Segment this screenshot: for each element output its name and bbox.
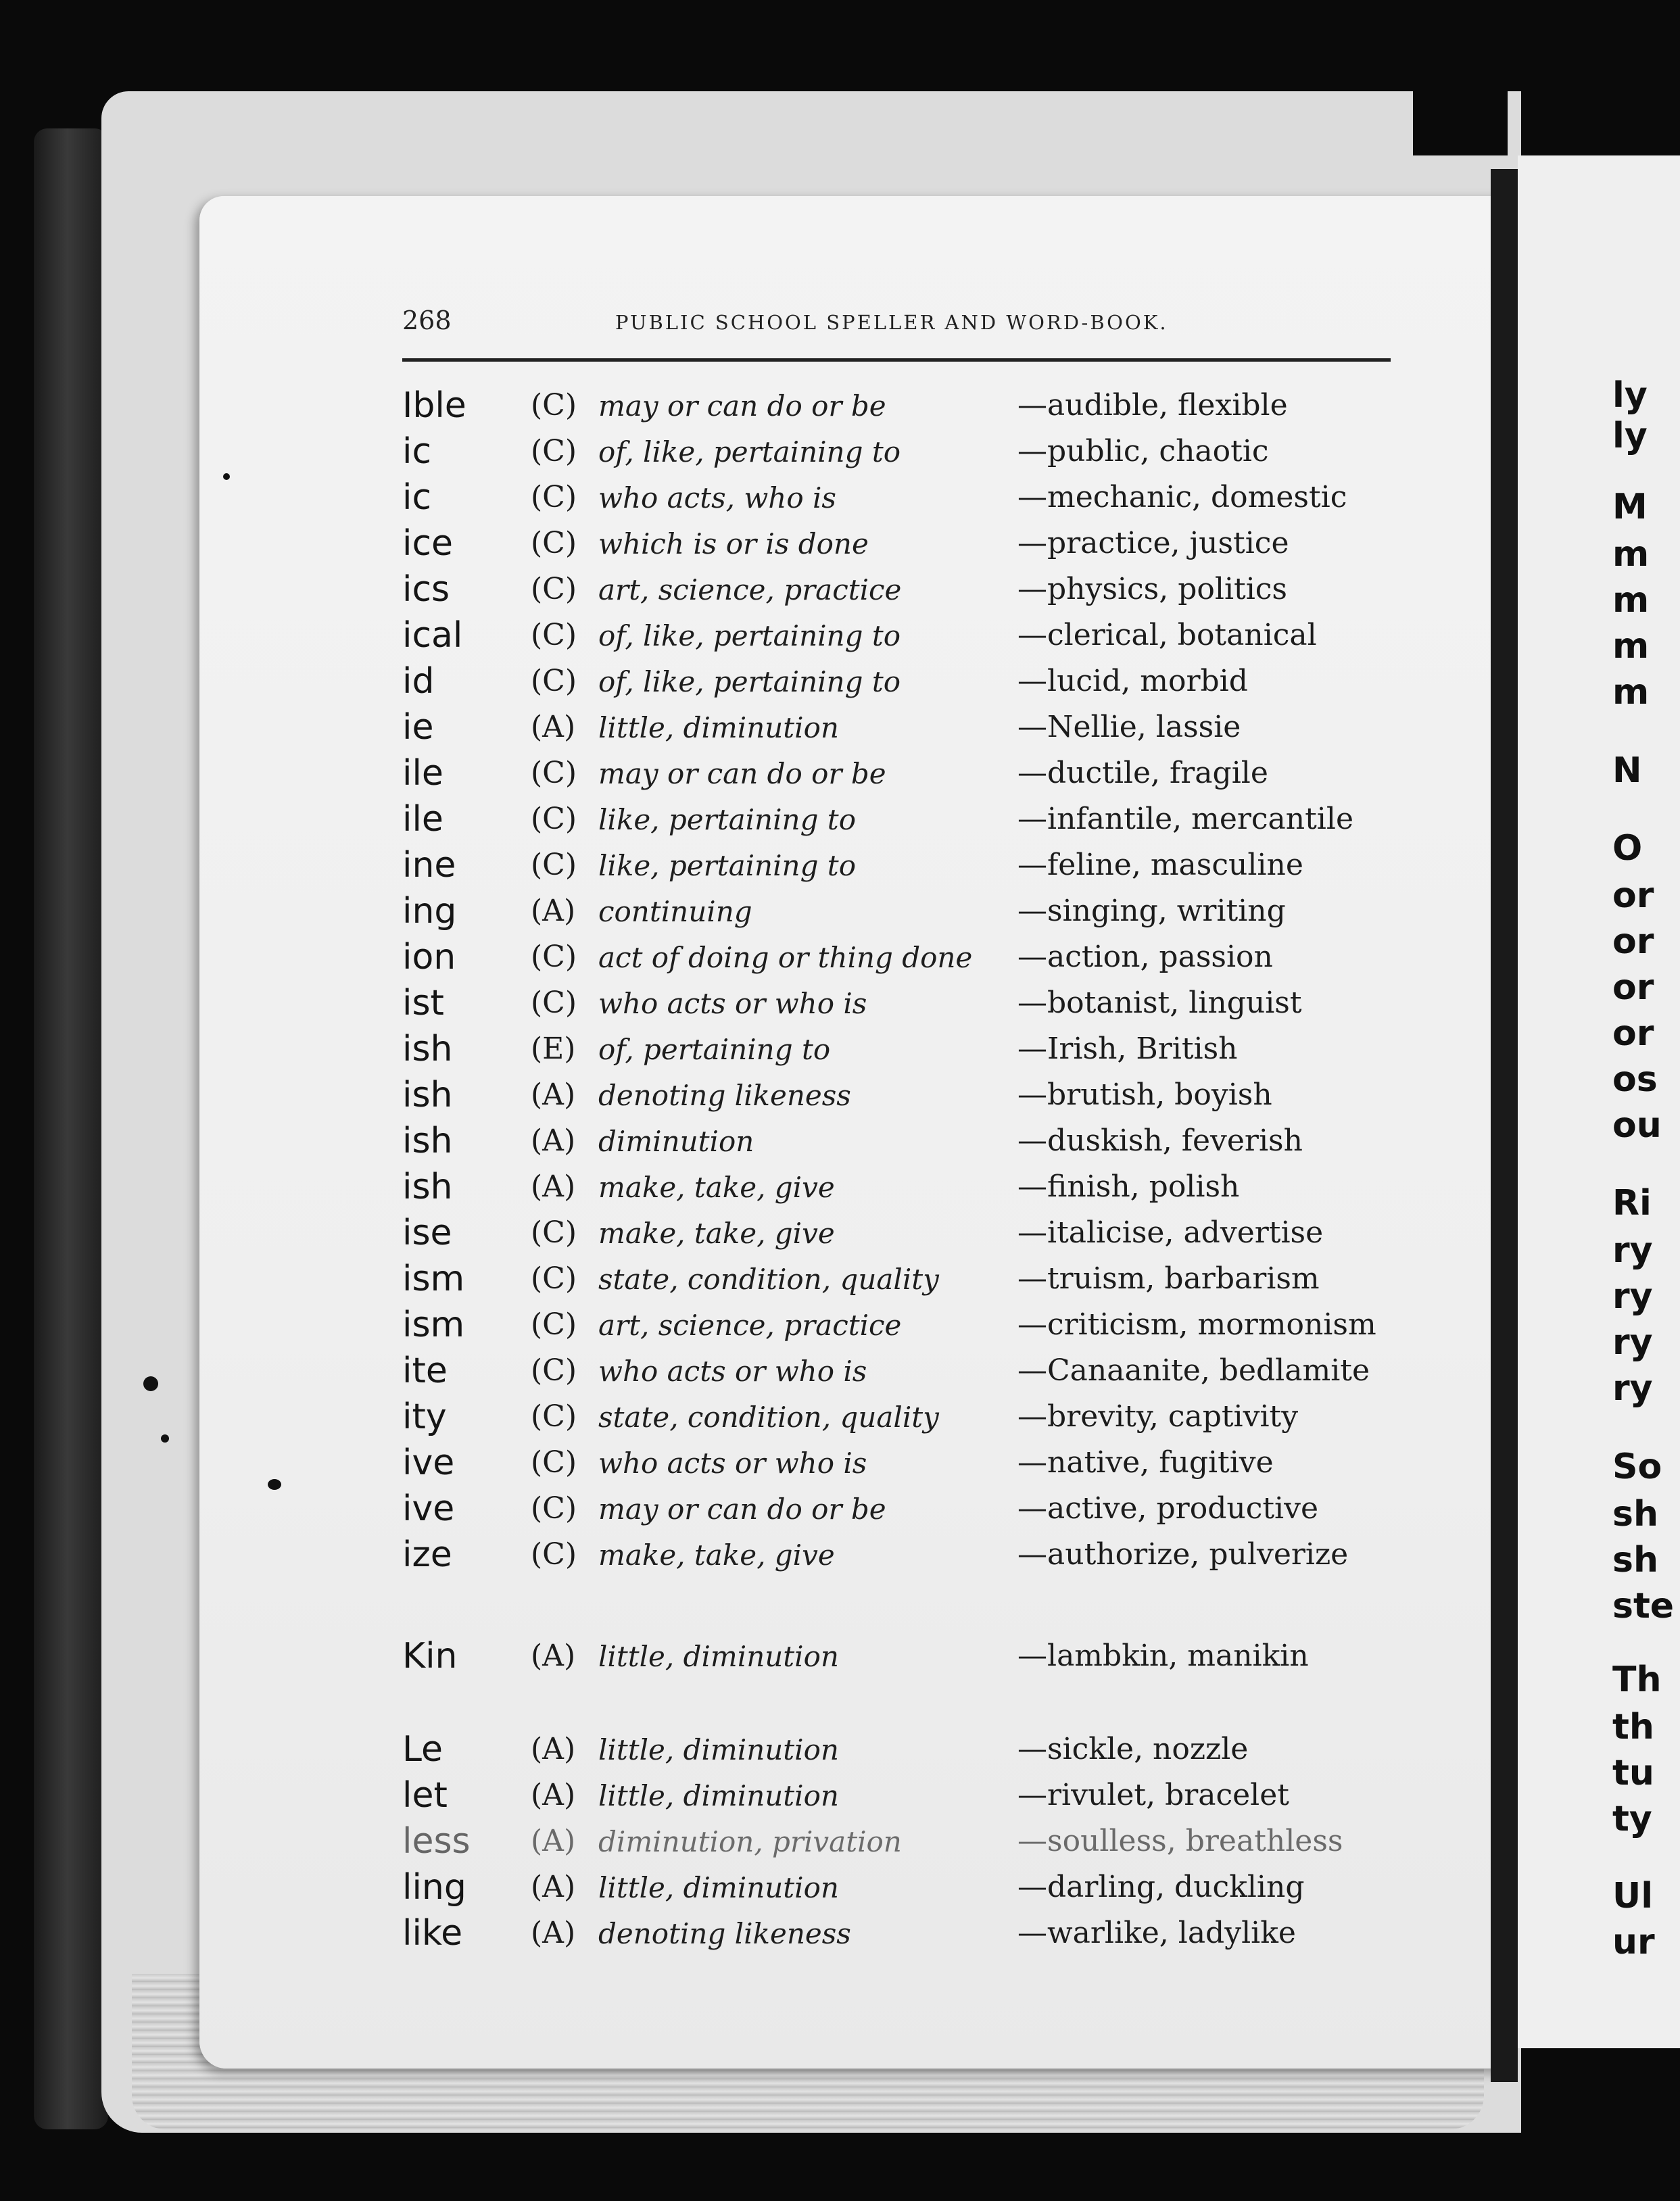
facing-page	[1518, 155, 1680, 2048]
suffix: ie	[402, 707, 434, 748]
suffix: ical	[402, 615, 463, 656]
examples: —physics, politics	[1017, 572, 1287, 606]
facing-page-text: ou	[1612, 1105, 1662, 1146]
entry-row	[402, 523, 1430, 566]
suffix: ing	[402, 891, 457, 932]
examples: —infantile, mercantile	[1017, 802, 1353, 836]
examples: —brutish, boyish	[1017, 1078, 1272, 1112]
entry-row	[402, 937, 1430, 980]
suffix: ion	[402, 937, 456, 977]
entry-row	[402, 891, 1430, 934]
examples: —warlike, ladylike	[1017, 1916, 1296, 1950]
entry-row	[402, 799, 1430, 842]
meaning: state, condition, quality	[598, 1263, 939, 1296]
examples: —lambkin, manikin	[1017, 1639, 1309, 1673]
origin-label: (C)	[531, 1307, 577, 1342]
suffix: Le	[402, 1729, 443, 1770]
entry-row	[402, 661, 1430, 704]
suffix: ism	[402, 1305, 465, 1345]
suffix: ish	[402, 1075, 453, 1115]
meaning: which is or is done	[598, 527, 869, 560]
meaning: of, pertaining to	[598, 1033, 831, 1066]
entry-row	[402, 1913, 1430, 1956]
meaning: little, diminution	[598, 1640, 839, 1673]
header-rule	[402, 358, 1391, 362]
meaning: who acts or who is	[598, 1447, 867, 1480]
examples: —authorize, pulverize	[1017, 1537, 1349, 1572]
entry-row	[402, 983, 1430, 1026]
meaning: act of doing or thing done	[598, 941, 973, 974]
facing-page-text: or	[1612, 875, 1654, 916]
origin-label: (E)	[531, 1032, 576, 1066]
suffix: ling	[402, 1867, 466, 1908]
examples: —public, chaotic	[1017, 434, 1269, 468]
suffix: ice	[402, 523, 454, 564]
suffix: ile	[402, 799, 443, 840]
examples: —active, productive	[1017, 1491, 1318, 1526]
meaning: make, take, give	[598, 1539, 835, 1572]
meaning: of, like, pertaining to	[598, 619, 901, 652]
facing-page-text: ly	[1612, 416, 1648, 456]
meaning: of, like, pertaining to	[598, 435, 901, 468]
entry-row	[402, 1443, 1430, 1486]
examples: —finish, polish	[1017, 1169, 1240, 1204]
examples: —feline, masculine	[1017, 848, 1303, 882]
entry-row	[402, 1029, 1430, 1072]
sheet-notch	[1413, 81, 1508, 155]
meaning: may or can do or be	[598, 389, 886, 422]
meaning: like, pertaining to	[598, 849, 856, 882]
origin-label: (C)	[531, 572, 577, 606]
origin-label: (C)	[531, 1445, 577, 1480]
meaning: art, science, practice	[598, 1309, 902, 1342]
examples: —clerical, botanical	[1017, 618, 1317, 652]
origin-label: (A)	[531, 1078, 576, 1112]
examples: —practice, justice	[1017, 526, 1289, 560]
entry-row	[402, 707, 1430, 750]
entry-row	[402, 1867, 1430, 1910]
facing-page-text: ry	[1612, 1276, 1653, 1317]
meaning: little, diminution	[598, 1779, 839, 1812]
suffix: Ible	[402, 385, 466, 426]
facing-page-text: M	[1612, 487, 1648, 527]
book-spine	[34, 128, 108, 2129]
origin-label: (A)	[531, 1824, 576, 1858]
origin-label: (C)	[531, 940, 577, 974]
origin-label: (C)	[531, 1353, 577, 1388]
entry-row	[402, 1305, 1430, 1348]
origin-label: (C)	[531, 664, 577, 698]
examples: —italicise, advertise	[1017, 1215, 1324, 1250]
examples: —sickle, nozzle	[1017, 1732, 1249, 1766]
suffix: ist	[402, 983, 444, 1023]
origin-label: (C)	[531, 388, 577, 422]
meaning: little, diminution	[598, 1733, 839, 1766]
facing-page-text: ste	[1612, 1586, 1675, 1626]
origin-label: (C)	[531, 848, 577, 882]
facing-page-text: O	[1612, 828, 1643, 869]
facing-page-text: tu	[1612, 1753, 1654, 1793]
entry-row	[402, 1167, 1430, 1210]
facing-page-text: th	[1612, 1707, 1654, 1747]
origin-label: (C)	[531, 756, 577, 790]
ink-spot	[143, 1376, 158, 1391]
facing-page-text: m	[1612, 672, 1650, 712]
entry-row	[402, 569, 1430, 612]
meaning: like, pertaining to	[598, 803, 856, 836]
facing-page-text: ly	[1612, 375, 1648, 416]
meaning: continuing	[598, 895, 752, 928]
examples: —singing, writing	[1017, 894, 1286, 928]
examples: —truism, barbarism	[1017, 1261, 1320, 1296]
facing-page-text: m	[1612, 626, 1650, 667]
meaning: make, take, give	[598, 1171, 835, 1204]
origin-label: (A)	[531, 894, 576, 928]
meaning: who acts or who is	[598, 1355, 867, 1388]
meaning: may or can do or be	[598, 1493, 886, 1526]
entry-row	[402, 1397, 1430, 1440]
origin-label: (A)	[531, 1639, 576, 1673]
entry-row	[402, 1351, 1430, 1394]
examples: —Canaanite, bedlamite	[1017, 1353, 1370, 1388]
meaning: state, condition, quality	[598, 1401, 939, 1434]
origin-label: (C)	[531, 618, 577, 652]
origin-label: (A)	[531, 1916, 576, 1950]
meaning: little, diminution	[598, 711, 839, 744]
examples: —ductile, fragile	[1017, 756, 1268, 790]
origin-label: (A)	[531, 1778, 576, 1812]
entry-row	[402, 1636, 1430, 1679]
origin-label: (A)	[531, 1732, 576, 1766]
entry-row	[402, 1259, 1430, 1302]
facing-page-text: Ul	[1612, 1876, 1654, 1916]
meaning: denoting likeness	[598, 1917, 851, 1950]
running-title: PUBLIC SCHOOL SPELLER AND WORD-BOOK.	[615, 311, 1168, 334]
suffix: like	[402, 1913, 463, 1954]
origin-label: (C)	[531, 526, 577, 560]
suffix: ish	[402, 1121, 453, 1161]
facing-page-text: Th	[1612, 1660, 1662, 1700]
suffix: ive	[402, 1443, 455, 1483]
suffix: ic	[402, 477, 432, 518]
origin-label: (A)	[531, 710, 576, 744]
facing-page-text: os	[1612, 1059, 1658, 1100]
suffix: ize	[402, 1534, 452, 1575]
meaning: make, take, give	[598, 1217, 835, 1250]
suffix: less	[402, 1821, 471, 1862]
suffix: ine	[402, 845, 456, 886]
examples: —soulless, breathless	[1017, 1824, 1343, 1858]
origin-label: (C)	[531, 1261, 577, 1296]
origin-label: (A)	[531, 1123, 576, 1158]
origin-label: (C)	[531, 802, 577, 836]
examples: —criticism, mormonism	[1017, 1307, 1376, 1342]
suffix: Kin	[402, 1636, 458, 1676]
examples: —action, passion	[1017, 940, 1273, 974]
origin-label: (C)	[531, 1399, 577, 1434]
facing-page-text: sh	[1612, 1494, 1658, 1534]
suffix: id	[402, 661, 435, 702]
examples: —Irish, British	[1017, 1032, 1238, 1066]
suffix: let	[402, 1775, 448, 1816]
origin-label: (C)	[531, 434, 577, 468]
entry-row	[402, 753, 1430, 796]
origin-label: (A)	[531, 1169, 576, 1204]
entry-row	[402, 615, 1430, 658]
origin-label: (C)	[531, 986, 577, 1020]
examples: —rivulet, bracelet	[1017, 1778, 1289, 1812]
meaning: little, diminution	[598, 1871, 839, 1904]
examples: —lucid, morbid	[1017, 664, 1248, 698]
facing-page-text: m	[1612, 534, 1650, 575]
suffix: ish	[402, 1029, 453, 1069]
meaning: art, science, practice	[598, 573, 902, 606]
entry-row	[402, 1534, 1430, 1578]
meaning: may or can do or be	[598, 757, 886, 790]
entry-row	[402, 431, 1430, 475]
facing-page-text: ty	[1612, 1799, 1652, 1839]
facing-page-text: ry	[1612, 1230, 1653, 1271]
origin-label: (C)	[531, 1491, 577, 1526]
ink-spot	[161, 1434, 169, 1443]
facing-page-text: Ri	[1612, 1183, 1652, 1224]
suffix: ive	[402, 1489, 455, 1529]
origin-label: (C)	[531, 1537, 577, 1572]
suffix: ite	[402, 1351, 448, 1391]
suffix: ity	[402, 1397, 447, 1437]
entry-row	[402, 1213, 1430, 1256]
examples: —duskish, feverish	[1017, 1123, 1303, 1158]
suffix: ic	[402, 431, 432, 472]
facing-page-text: ry	[1612, 1368, 1653, 1409]
entry-row	[402, 1075, 1430, 1118]
facing-page-text: or	[1612, 921, 1654, 962]
page-tear	[1491, 169, 1518, 2082]
examples: —botanist, linguist	[1017, 986, 1302, 1020]
entry-row	[402, 1821, 1430, 1864]
meaning: diminution, privation	[598, 1825, 902, 1858]
entry-row	[402, 385, 1430, 429]
meaning: denoting likeness	[598, 1079, 851, 1112]
entry-row	[402, 1729, 1430, 1772]
examples: —Nellie, lassie	[1017, 710, 1241, 744]
meaning: who acts, who is	[598, 481, 836, 514]
entry-row	[402, 477, 1430, 521]
examples: —mechanic, domestic	[1017, 480, 1347, 514]
facing-page-text: N	[1612, 750, 1642, 791]
examples: —native, fugitive	[1017, 1445, 1274, 1480]
examples: —audible, flexible	[1017, 388, 1288, 422]
meaning: of, like, pertaining to	[598, 665, 901, 698]
facing-page-text: So	[1612, 1447, 1662, 1487]
suffix: ile	[402, 753, 443, 794]
entry-row	[402, 845, 1430, 888]
suffix: ish	[402, 1167, 453, 1207]
origin-label: (A)	[531, 1870, 576, 1904]
examples: —brevity, captivity	[1017, 1399, 1299, 1434]
origin-label: (C)	[531, 1215, 577, 1250]
entry-row	[402, 1121, 1430, 1164]
facing-page-text: or	[1612, 967, 1654, 1008]
entry-row	[402, 1775, 1430, 1818]
meaning: who acts or who is	[598, 987, 867, 1020]
meaning: diminution	[598, 1125, 754, 1158]
facing-page-text: ry	[1612, 1322, 1653, 1363]
facing-page-text: ur	[1612, 1922, 1655, 1962]
entry-row	[402, 1489, 1430, 1532]
suffix: ise	[402, 1213, 452, 1253]
ink-spot	[268, 1479, 281, 1490]
ink-spot	[223, 473, 230, 480]
facing-page-text: m	[1612, 580, 1650, 621]
origin-label: (C)	[531, 480, 577, 514]
examples: —darling, duckling	[1017, 1870, 1305, 1904]
page-number: 268	[402, 306, 452, 335]
suffix: ism	[402, 1259, 465, 1299]
facing-page-text: or	[1612, 1013, 1654, 1054]
suffix: ics	[402, 569, 450, 610]
page-header	[402, 306, 1389, 346]
facing-page-text: sh	[1612, 1540, 1658, 1580]
